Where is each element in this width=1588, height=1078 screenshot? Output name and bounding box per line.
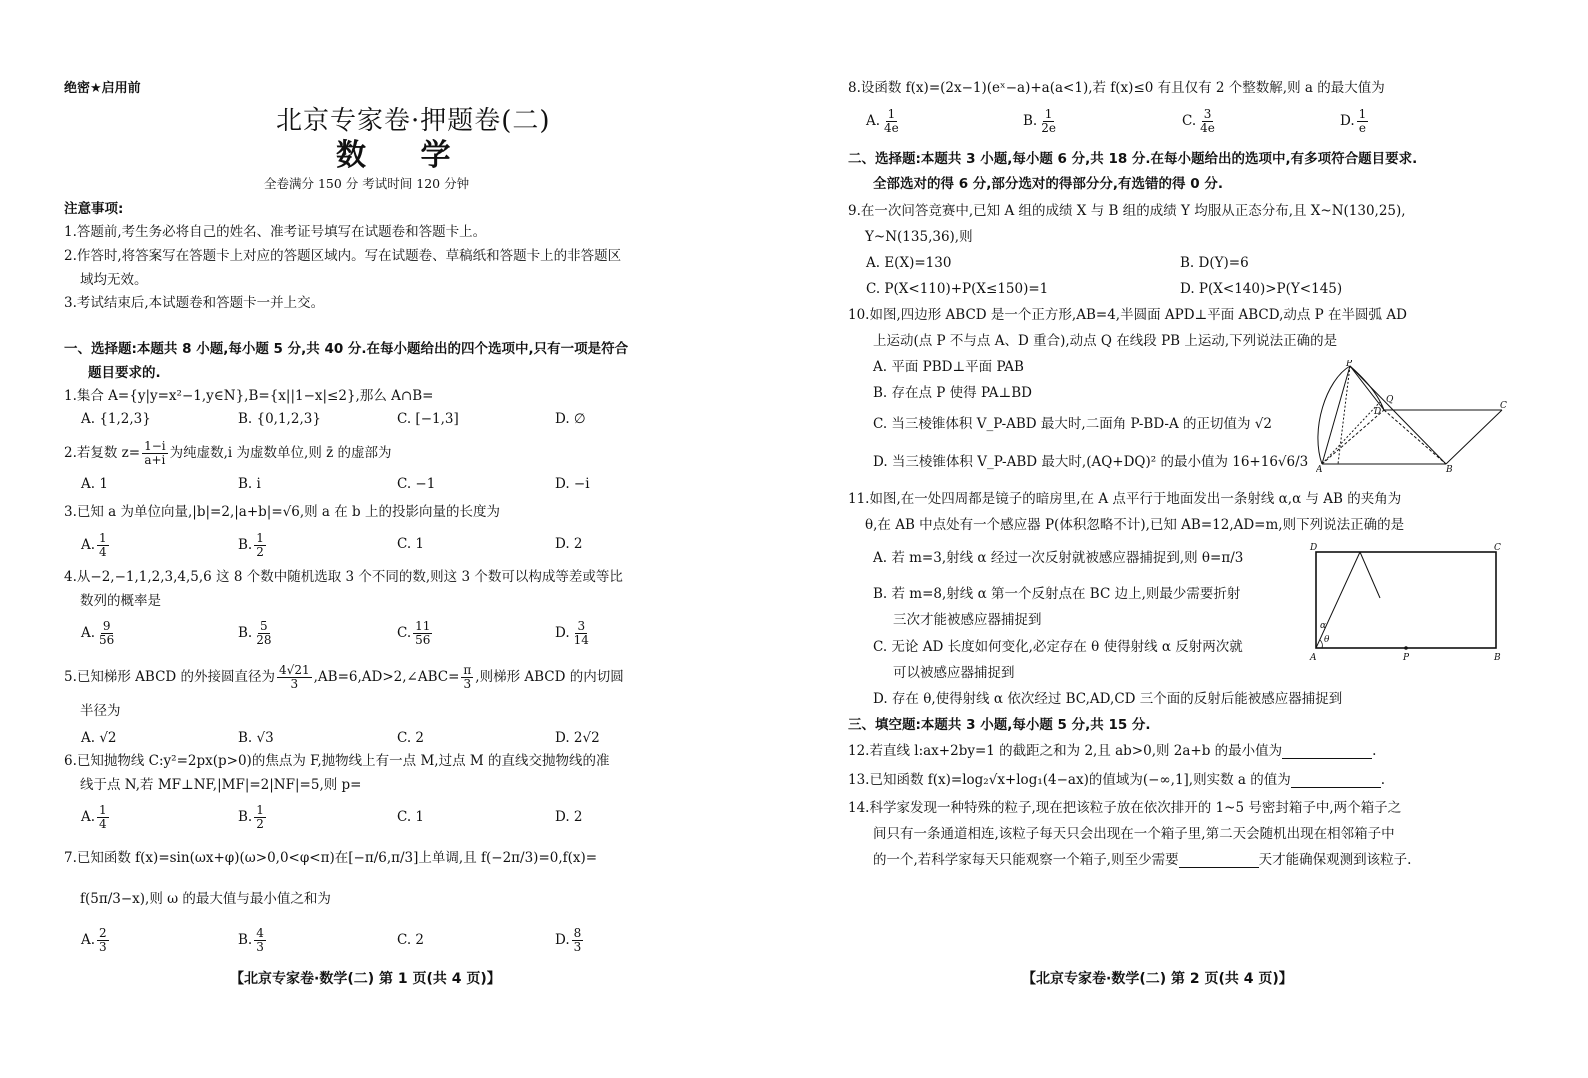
secret-label: 绝密★启用前 — [64, 81, 141, 96]
note-1: 1.答题前,考生务必将自己的姓名、准考证号填写在试题卷和答题卡上。 — [64, 224, 487, 240]
q10-fig-label-a: A — [1316, 465, 1323, 474]
q7-option-d: D. $\frac{8}{3}$ — [555, 926, 582, 955]
q2-stem-b: 为纯虚数,i 为虚数单位,则 z̄ 的虚部为 — [169, 445, 392, 462]
q11-fig-label-a: A — [1310, 653, 1317, 663]
q2-stem-a: 2.若复数 z= — [64, 445, 141, 462]
q8-option-d: D. $\frac{1}{e}$ — [1340, 107, 1367, 136]
q3-option-a: A. $\frac{1}{4}$ — [81, 531, 107, 560]
q6-option-c: C. 1 — [397, 809, 425, 825]
q3-option-c: C. 1 — [397, 536, 425, 552]
q2-fraction — [142, 440, 168, 467]
q10-option-c: C. 当三棱锥体积 V_P-ABD 最大时,二面角 P-BD-A 的正切值为 √2 — [873, 416, 1272, 432]
q1-option-d: D. ∅ — [555, 411, 586, 427]
q7-option-b: B. $\frac{4}{3}$ — [238, 926, 264, 955]
q14-stem: 14.科学家发现一种特殊的粒子,现在把该粒子放在依次排开的 1~5 号密封箱子中,两个箱子之 — [848, 800, 1402, 816]
q13-answer-blank[interactable] — [1291, 775, 1381, 788]
q7-option-a: A. $\frac{2}{3}$ — [81, 926, 107, 955]
q10-option-a: A. 平面 PBD⊥平面 PAB — [873, 359, 1024, 375]
q10-stem: 10.如图,四边形 ABCD 是一个正方形,AB=4,半圆面 APD⊥平面 ABCD,动点 P 在半圆弧 AD — [848, 307, 1407, 323]
footer-page-2: 【北京专家卷·数学(二) 第 2 页(共 4 页)】 — [1022, 971, 1293, 987]
q11-stem: 11.如图,在一处四周都是镜子的暗房里,在 A 点平行于地面发出一条射线 α,α 与 AB 的夹角为 — [848, 491, 1402, 507]
q11-fig-label-p: P — [1403, 653, 1410, 663]
q8-option-a: A. $\frac{1}{4e}$ — [866, 107, 899, 136]
q9-stem: 9.在一次问答竞赛中,已知 A 组的成绩 X 与 B 组的成绩 Y 均服从正态分布,且 X~N(130,25), — [848, 203, 1406, 219]
q14-stem-cont-2: 的一个,若科学家每天只能观察一个箱子,则至少需要 天才能确保观测到该粒子. — [873, 852, 1412, 868]
q2-frac-num: 1−i — [144, 439, 166, 453]
q11-fig-label-d: D — [1310, 543, 1318, 553]
q8-stem: 8.设函数 f(x)=(2x−1)(eˣ−a)+a(a<1),若 f(x)≤0 有且仅有 2 个整数解,则 a 的最大值为 — [848, 80, 1385, 96]
note-3: 3.考试结束后,本试题卷和答题卡一并上交。 — [64, 295, 325, 311]
q11-figure — [1308, 542, 1508, 664]
q4-option-d: D. $\frac{3}{14}$ — [555, 619, 589, 648]
q6-stem-cont: 线于点 N,若 MF⊥NF,|MF|=2|NF|=5,则 p= — [80, 777, 362, 793]
note-2: 2.作答时,将答案写在答题卡上对应的答题区域内。写在试题卷、草稿纸和答题卡上的非答题区 — [64, 248, 622, 264]
q4-option-b: B. $\frac{5}{28}$ — [238, 619, 272, 648]
footer-page-1: 【北京专家卷·数学(二) 第 1 页(共 4 页)】 — [230, 971, 501, 987]
q5-option-b: B. √3 — [238, 730, 274, 746]
q14-stem-cont-1: 间只有一条通道相连,该粒子每天只会出现在一个箱子里,第二天会随机出现在相邻箱子中 — [873, 826, 1395, 842]
section-1-heading-cont: 题目要求的. — [88, 365, 161, 381]
q1-option-a: A. {1,2,3} — [81, 411, 151, 427]
q4-option-c: C. $\frac{11}{56}$ — [397, 619, 431, 648]
q5-option-d: D. 2√2 — [555, 730, 600, 746]
q11-fig-label-c: C — [1494, 543, 1501, 553]
q10-fig-label-q: Q — [1386, 395, 1394, 405]
q10-fig-label-p: P — [1346, 360, 1353, 369]
q10-fig-label-c: C — [1500, 401, 1507, 411]
exam-title: 北京专家卷·押题卷(二) — [276, 106, 551, 136]
q7-stem-cont: f(5π/3−x),则 ω 的最大值与最小值之和为 — [80, 891, 331, 907]
note-2-cont: 域均无效。 — [80, 272, 148, 288]
q9-option-c: C. P(X<110)+P(X≤150)=1 — [866, 281, 1049, 297]
section-1-heading: 一、选择题:本题共 8 小题,每小题 5 分,共 40 分.在每小题给出的四个选项中,只有一项是符合 — [64, 341, 629, 357]
q11-option-c-cont: 可以被感应器捕捉到 — [893, 665, 1015, 681]
q5-option-c: C. 2 — [397, 730, 425, 746]
q11-option-d: D. 存在 θ,使得射线 α 依次经过 BC,AD,CD 三个面的反射后能被感应器捕捉到 — [873, 691, 1343, 707]
q10-option-d: D. 当三棱锥体积 V_P-ABD 最大时,(AQ+DQ)² 的最小值为 16+16√6/3 — [873, 454, 1309, 470]
section-3-heading: 三、填空题:本题共 3 小题,每小题 5 分,共 15 分. — [848, 717, 1151, 733]
q10-stem-cont: 上运动(点 P 不与点 A、D 重合),动点 Q 在线段 PB 上运动,下列说法正确的是 — [873, 333, 1338, 349]
score-time: 全卷满分 150 分 考试时间 120 分钟 — [264, 176, 470, 191]
section-2-heading: 二、选择题:本题共 3 小题,每小题 6 分,共 18 分.在每小题给出的选项中,有多项符合题目要求. — [848, 151, 1418, 167]
q11-option-a: A. 若 m=3,射线 α 经过一次反射就被感应器捕捉到,则 θ=π/3 — [873, 550, 1244, 566]
q11-option-b-cont: 三次才能被感应器捕捉到 — [893, 612, 1042, 628]
q11-fig-label-theta: θ — [1324, 635, 1330, 645]
q5-option-a: A. √2 — [81, 730, 117, 746]
q11-fig-label-alpha: α — [1320, 621, 1327, 631]
page-2 — [794, 0, 1588, 1078]
q1-stem: 1.集合 A={y|y=x²−1,y∈N},B={x||1−x|≤2},那么 A∩B= — [64, 388, 434, 404]
q4-stem-cont: 数列的概率是 — [80, 593, 161, 609]
q6-stem: 6.已知抛物线 C:y²=2px(p>0)的焦点为 F,抛物线上有一点 M,过点 M 的直线交抛物线的准 — [64, 753, 610, 769]
q2-option-c: C. −1 — [397, 476, 436, 492]
q4-stem: 4.从−2,−1,1,2,3,4,5,6 这 8 个数中随机选取 3 个不同的数,则这 3 个数可以构成等差或等比 — [64, 569, 623, 585]
q10-fig-label-d: D — [1374, 407, 1382, 417]
q9-option-b: B. D(Y)=6 — [1180, 255, 1249, 271]
q8-option-c: C. $\frac{3}{4e}$ — [1182, 107, 1215, 136]
q10-option-b: B. 存在点 P 使得 PA⊥BD — [873, 385, 1032, 401]
q1-option-b: B. {0,1,2,3} — [238, 411, 321, 427]
q11-option-b: B. 若 m=8,射线 α 第一个反射点在 BC 边上,则最少需要折射 — [873, 586, 1241, 602]
q14-answer-blank[interactable] — [1179, 855, 1259, 868]
q10-fig-label-b: B — [1446, 465, 1453, 474]
q11-stem-cont: θ,在 AB 中点处有一个感应器 P(体积忽略不计),已知 AB=12,AD=m,则下列说法正确的是 — [865, 517, 1405, 533]
q9-option-a: A. E(X)=130 — [866, 255, 952, 271]
q9-stem-cont: Y~N(135,36),则 — [865, 229, 973, 245]
q5-stem-cont: 半径为 — [80, 703, 121, 719]
q12-answer-blank[interactable] — [1282, 746, 1372, 759]
q2-option-a: A. 1 — [81, 476, 108, 492]
q4-option-a: A. $\frac{9}{56}$ — [81, 619, 115, 648]
q8-option-b: B. $\frac{1}{2e}$ — [1023, 107, 1056, 136]
q2-option-b: B. i — [238, 476, 261, 492]
q1-option-c: C. [−1,3] — [397, 411, 459, 427]
q3-option-b: B. $\frac{1}{2}$ — [238, 531, 264, 560]
q7-option-c: C. 2 — [397, 932, 425, 948]
q2-stem — [64, 440, 392, 467]
q6-option-b: B. $\frac{1}{2}$ — [238, 803, 264, 832]
q10-figure — [1316, 360, 1512, 474]
q13-stem: 13.已知函数 f(x)=log₂√x+log₁(4−ax)的值域为(−∞,1],则实数 a 的值为 . — [848, 772, 1386, 788]
q12-stem: 12.若直线 l:ax+2by=1 的截距之和为 2,且 ab>0,则 2a+b 的最小值为 . — [848, 743, 1377, 759]
section-2-heading-cont: 全部选对的得 6 分,部分选对的得部分分,有选错的得 0 分. — [873, 176, 1223, 192]
subject-title: 数 学 — [336, 138, 473, 173]
q5-stem: 5.已知梯形 ABCD 的外接圆直径为 $\frac{4√21}{3}$ ,AB=6,AD>2,∠ABC= $\frac{\pi}{3}$ ,则梯形 ABCD 的内切圆 — [64, 663, 624, 692]
q2-option-d: D. −i — [555, 476, 590, 492]
q7-stem: 7.已知函数 f(x)=sin(ωx+φ)(ω>0,0<φ<π)在[−π/6,π/3]上单调,且 f(−2π/3)=0,f(x)= — [64, 850, 598, 866]
q6-option-a: A. $\frac{1}{4}$ — [81, 803, 107, 832]
q6-option-d: D. 2 — [555, 809, 583, 825]
notes-heading: 注意事项: — [64, 201, 124, 217]
q9-option-d: D. P(X<140)>P(Y<145) — [1180, 281, 1343, 297]
q3-stem: 3.已知 a 为单位向量,|b|=2,|a+b|=√6,则 a 在 b 上的投影向量的长度为 — [64, 504, 500, 520]
q11-fig-label-b: B — [1494, 653, 1501, 663]
q3-option-d: D. 2 — [555, 536, 583, 552]
q11-option-c: C. 无论 AD 长度如何变化,必定存在 θ 使得射线 α 反射两次就 — [873, 639, 1243, 655]
q2-frac-den: a+i — [144, 453, 166, 468]
